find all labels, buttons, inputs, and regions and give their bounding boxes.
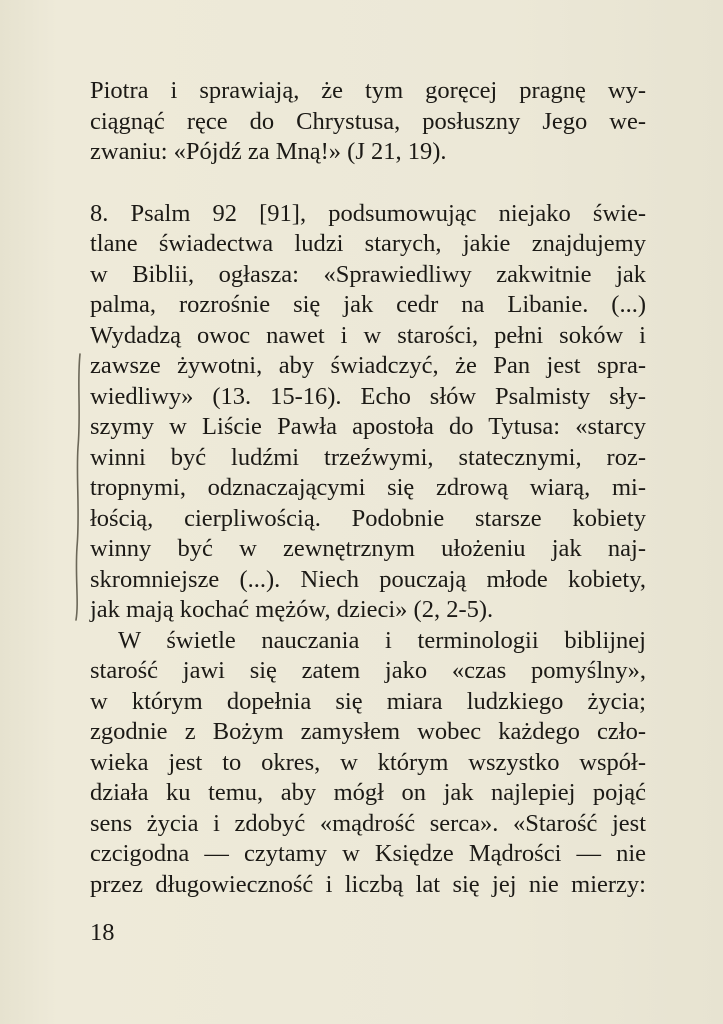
text-line: ciągnąć ręce do Chrystusa, posłuszny Jego we- [90,107,646,135]
text-line: w Biblii, ogłasza: «Sprawiedliwy zakwitnie jak [90,260,646,288]
text-line: zawsze żywotni, aby świadczyć, że Pan jest spra- [90,352,646,379]
text-line: Piotra i sprawiają, że tym goręcej pragnę wy- [90,77,646,104]
text-line: sens życia i zdobyć «mądrość serca». «Starość jest [90,809,646,837]
text-line: łością, cierpliwością. Podobnie starsze kobiety [90,504,646,532]
pencil-margin-mark [71,352,85,622]
text-line: szymy w Liście Pawła apostoła do Tytusa: «starcy [90,413,646,440]
text-line: czcigodna — czytamy w Księdze Mądrości — nie [90,840,646,867]
paragraph [90,199,646,626]
text-line: winny być w zewnętrznym ułożeniu jak naj- [90,535,646,562]
text-line: starość jawi się zatem jako «czas pomyślny», [90,657,646,684]
text-line: w którym dopełnia się miara ludzkiego życia; [90,687,646,715]
paragraph-gap [90,168,646,199]
text-line: wiedliwy» (13. 15-16). Echo słów Psalmisty sły- [90,382,646,410]
text-line: zwaniu: «Pójdź za Mną!» (J 21, 19). [90,138,447,165]
paragraph [90,626,646,901]
text-line: tropnymi, odznaczającymi się zdrową wiarą, mi- [90,474,646,501]
text-line: przez długowieczność i liczbą lat się jej nie mierzy: [90,870,646,898]
text-line: jak mają kochać mężów, dzieci» (2, 2-5). [90,596,494,623]
text-line: palma, rozrośnie się jak cedr na Libanie. (...) [90,291,646,318]
text-line: zgodnie z Bożym zamysłem wobec każdego czło- [90,718,646,745]
page-number: 18 [90,919,115,946]
text-line: Wydadzą owoc nawet i w starości, pełni soków i [90,321,646,349]
text-line: winni być ludźmi trzeźwymi, statecznymi, roz- [90,443,646,471]
text-line: W świetle nauczania i terminologii biblijnej [118,626,646,654]
text-line: działa ku temu, aby mógł on jak najlepiej pojąć [90,779,646,806]
text-line: wieka jest to okres, w którym wszystko współ- [90,748,646,776]
text-line: tlane świadectwa ludzi starych, jakie znajdujemy [90,230,646,257]
text-line: 8. Psalm 92 [91], podsumowując niejako świe- [90,199,646,227]
text-line: skromniejsze (...). Niech pouczają młode kobiety, [90,565,646,593]
paragraph [90,76,646,168]
body-text [90,76,646,900]
